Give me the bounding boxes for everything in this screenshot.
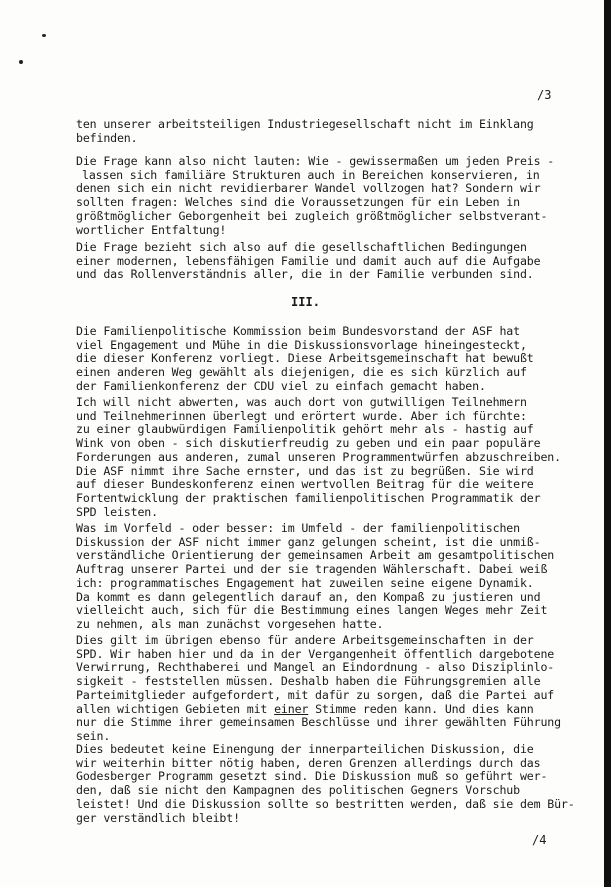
page-marker-bottom: /4	[532, 833, 547, 847]
text-line: Ich will nicht abwerten, was auch dort von gutwilligen Teilnehmern	[76, 395, 527, 409]
section-heading: III.	[291, 295, 320, 309]
text-line: verständliche Orientierung der gemeinsamen Arbeit am gesamtpolitischen	[76, 548, 555, 563]
text-line: Dies gilt im übrigen ebenso für andere Arbeitsgemeinschaften in der	[76, 633, 534, 647]
text-line: lassen sich familiäre Strukturen auch in Bereichen konservieren, in	[82, 167, 540, 182]
text-line: Diskussion der ASF nicht immer ganz gelungen scheint, ist die unmiß-	[76, 534, 541, 549]
text-line: der Familienkonferenz der CDU viel zu einfach gemacht haben.	[76, 378, 486, 393]
text-line: viel Engagement und Mühe in die Diskussionsvorlage hineingesteckt,	[76, 337, 527, 352]
text-line: SPD. Wir haben hier und da in der Vergangenheit öffentlich dargebotene	[76, 646, 555, 661]
text-line: Parteimitglieder aufgefordert, mit dafür zu sorgen, daß die Partei auf	[76, 687, 555, 702]
text-line: Godesberger Programm gesetzt sind. Die Diskussion muß so geführt wer-	[76, 769, 548, 784]
text-line: sigkeit - feststellen müssen. Deshalb haben die Führungsgremien alle	[76, 674, 541, 689]
underlined-word: einer	[274, 701, 309, 716]
paragraph-6	[76, 522, 592, 632]
page-marker-top: /3	[537, 88, 552, 102]
text-line: Die ASF nimmt ihre Sache ernster, und das ist zu begrüßen. Sie wird	[76, 463, 534, 478]
text-fragment: allen wichtigen Gebieten mit	[76, 701, 275, 716]
text-line: Fortentwicklung der praktischen familienpolitischen Programmatik der	[76, 490, 541, 505]
text-line: und Teilnehmerinnen überlegt und erörtert wurde. Aber ich fürchte:	[76, 408, 527, 423]
text-line: einen anderen Weg gewählt als diejenigen, die es sich kürzlich auf	[76, 365, 527, 380]
text-line: Die Frage kann also nicht lauten: Wie - gewissermaßen um jeden Preis -	[76, 154, 555, 168]
text-line: die dieser Konferenz vorliegt. Diese Arbeitsgemeinschaft hat bewußt	[76, 351, 534, 366]
text-line: einer modernen, lebensfähigen Familie und damit auch auf die Aufgabe	[76, 253, 541, 268]
text-line: auf dieser Bundeskonferenz einen wertvollen Beitrag für die weitere	[76, 477, 534, 492]
text-line: Dies bedeutet keine Einengung der innerparteilichen Diskussion, die	[76, 742, 534, 756]
text-line: Wink von oben - sich diskutierfreudig zu geben und ein paar populäre	[76, 436, 541, 451]
text-line: sollten fragen: Welches sind die Voraussetzungen für ein Leben in	[76, 195, 520, 210]
text-line: zu nehmen, als man zunächst vorgesehen hatte.	[76, 616, 384, 631]
text-line: ger verständlich bleibt!	[76, 810, 240, 825]
text-line: Auftrag unserer Partei und der sie tragenden Wählerschaft. Dabei weiß	[76, 562, 548, 577]
text-line: wir weiterhin bitter nötig haben, deren Grenzen allerdings durch das	[76, 755, 541, 770]
text-line: Forderungen aus anderen, zumal unseren Programmentwürfen abzuschreiben.	[76, 449, 561, 464]
text-line: sein.	[76, 728, 111, 743]
text-line: Da kommt es dann gelegentlich darauf an, den Kompaß zu justieren und	[76, 589, 541, 604]
text-line: Verwirrung, Rechthaberei und Mangel an Eindordnung - also Disziplinlo-	[76, 660, 555, 675]
text-line: leistet! Und die Diskussion sollte so bestritten werden, daß sie dem Bür-	[76, 796, 575, 811]
text-line: und das Rollenverständnis aller, die in der Familie verbunden sind.	[76, 267, 534, 282]
paragraph-1	[76, 118, 592, 145]
text-line: ich: programmatisches Engagement hat zuweilen seine eigene Dynamik.	[76, 575, 534, 590]
text-fragment: Stimme reden kann. Und dies kann	[308, 701, 534, 716]
scan-speck	[19, 60, 23, 64]
text-line: zu einer glaubwürdigen Familienpolitik gehört mehr als - hastig auf	[76, 422, 534, 437]
text-line: größtmöglicher Geborgenheit bei zugleich größtmöglicher selbstverant-	[76, 208, 548, 223]
text-line: Was im Vorfeld - oder besser: im Umfeld - der familienpolitischen	[76, 521, 520, 535]
paragraph-2	[76, 155, 592, 237]
text-line: Die Frage bezieht sich also auf die gesellschaftlichen Bedingungen	[76, 240, 527, 254]
text-line: ten unserer arbeitsteiligen Industriegesellschaft nicht im Einklang	[76, 117, 534, 131]
paragraph-8	[76, 743, 592, 825]
scan-speck	[42, 34, 46, 37]
text-line: den, daß sie nicht den Kampagnen des politischen Gegners Vorschub	[76, 783, 520, 798]
text-line-with-emphasis	[76, 703, 592, 717]
text-line: befinden.	[76, 130, 138, 145]
text-line: nur die Stimme ihrer gemeinsamen Beschlüsse und ihrer gewählten Führung	[76, 715, 561, 730]
text-line: SPD leisten.	[76, 504, 158, 519]
paragraph-7	[76, 634, 592, 744]
paragraph-5	[76, 396, 592, 519]
paragraph-3	[76, 241, 592, 282]
scan-edge	[604, 0, 611, 887]
text-line: denen sich ein nicht revidierbarer Wandel vollzogen hat? Sondern wir	[76, 181, 541, 196]
paragraph-4	[76, 325, 592, 394]
text-line: vielleicht auch, sich für die Bestimmung eines langen Weges mehr Zeit	[76, 603, 548, 618]
text-line: wortlicher Entfaltung!	[76, 222, 227, 237]
text-line: Die Familienpolitische Kommission beim Bundesvorstand der ASF hat	[76, 324, 520, 338]
